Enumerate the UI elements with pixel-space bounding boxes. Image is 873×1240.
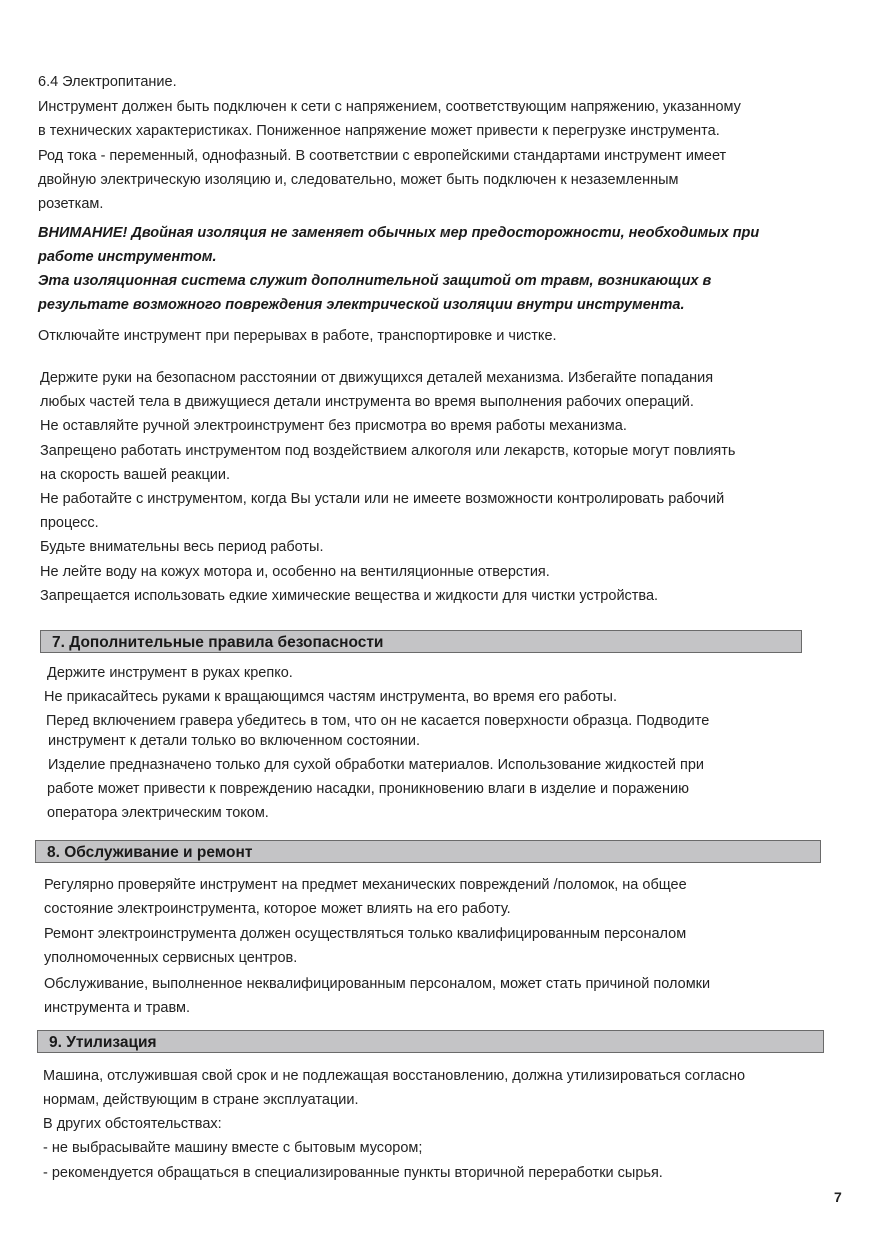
- rule-line: процесс.: [40, 515, 99, 531]
- section-8-line: Обслуживание, выполненное неквалифицированным персоналом, может стать причиной поломки: [44, 976, 711, 992]
- section-9-line: нормам, действующим в стране эксплуатации.: [43, 1092, 359, 1108]
- section-6-4-title: 6.4 Электропитание.: [38, 74, 177, 90]
- section-7-line: Держите инструмент в руках крепко.: [47, 665, 293, 681]
- rule-line: на скорость вашей реакции.: [40, 467, 231, 483]
- section-8-header: [35, 840, 821, 863]
- warning-line: результате возможного повреждения электрической изоляции внутри инструмента.: [38, 297, 685, 313]
- section-8-line: уполномоченных сервисных центров.: [44, 950, 298, 966]
- section-7-line: Изделие предназначено только для сухой обработки материалов. Использование жидкостей при: [48, 757, 705, 773]
- paragraph-line: в технических характеристиках. Пониженное напряжение может привести к перегрузке инструмента.: [38, 123, 720, 139]
- warning-line: ВНИМАНИЕ! Двойная изоляция не заменяет обычных мер предосторожности, необходимых при: [38, 225, 760, 241]
- paragraph-line: розеткам.: [38, 196, 104, 212]
- section-9-title: 9. Утилизация: [49, 1034, 157, 1051]
- rule-line: Не оставляйте ручной электроинструмент без присмотра во время работы механизма.: [40, 418, 627, 434]
- section-9-line: - рекомендуется обращаться в специализированные пункты вторичной переработки сырья.: [43, 1165, 663, 1181]
- paragraph-line: двойную электрическую изоляцию и, следовательно, может быть подключен к незаземленным: [38, 172, 679, 188]
- section-7-line: оператора электрическим током.: [47, 805, 269, 821]
- warning-line: работе инструментом.: [38, 249, 217, 265]
- section-7-line: работе может привести к повреждению насадки, проникновению влаги в изделие и поражению: [47, 781, 689, 797]
- rule-line: Будьте внимательны весь период работы.: [40, 539, 324, 555]
- section-7-header: [40, 630, 802, 653]
- section-8-line: состояние электроинструмента, которое может влиять на его работу.: [44, 901, 511, 917]
- rule-line: любых частей тела в движущиеся детали инструмента во время выполнения рабочих операций.: [40, 394, 694, 410]
- rule-line: Не лейте воду на кожух мотора и, особенно на вентиляционные отверстия.: [40, 564, 550, 580]
- rule-line: Запрещено работать инструментом под воздействием алкоголя или лекарств, которые могут повлиять: [40, 443, 736, 459]
- disconnect-note: Отключайте инструмент при перерывах в работе, транспортировке и чистке.: [38, 328, 557, 344]
- section-9-line: Машина, отслужившая свой срок и не подлежащая восстановлению, должна утилизироваться согласно: [43, 1068, 746, 1084]
- rule-line: Держите руки на безопасном расстоянии от движущихся деталей механизма. Избегайте попадания: [40, 370, 714, 386]
- rule-line: Запрещается использовать едкие химические вещества и жидкости для чистки устройства.: [40, 588, 659, 604]
- section-8-line: Регулярно проверяйте инструмент на предмет механических повреждений /поломок, на общее: [44, 877, 687, 893]
- section-9-header: [37, 1030, 824, 1053]
- section-8-line: Ремонт электроинструмента должен осуществляться только квалифицированным персоналом: [44, 926, 687, 942]
- warning-line: Эта изоляционная система служит дополнительной защитой от травм, возникающих в: [38, 273, 712, 289]
- section-7-title: 7. Дополнительные правила безопасности: [52, 634, 384, 651]
- page-number: 7: [834, 1189, 842, 1205]
- section-7-line: Перед включением гравера убедитесь в том, что он не касается поверхности образца. Подводите: [46, 713, 710, 729]
- section-9-line: В других обстоятельствах:: [43, 1116, 222, 1132]
- section-9-line: - не выбрасывайте машину вместе с бытовым мусором;: [43, 1140, 423, 1156]
- section-8-title: 8. Обслуживание и ремонт: [47, 844, 253, 861]
- section-7-line: Не прикасайтесь руками к вращающимся частям инструмента, во время его работы.: [44, 689, 617, 705]
- paragraph-line: Род тока - переменный, однофазный. В соответствии с европейскими стандартами инструмент имеет: [38, 148, 727, 164]
- rule-line: Не работайте с инструментом, когда Вы устали или не имеете возможности контролировать рабочий: [40, 491, 725, 507]
- section-7-line: инструмент к детали только во включенном состоянии.: [48, 733, 420, 749]
- section-8-line: инструмента и травм.: [44, 1000, 191, 1016]
- paragraph-line: Инструмент должен быть подключен к сети с напряжением, соответствующим напряжению, указанному: [38, 99, 741, 115]
